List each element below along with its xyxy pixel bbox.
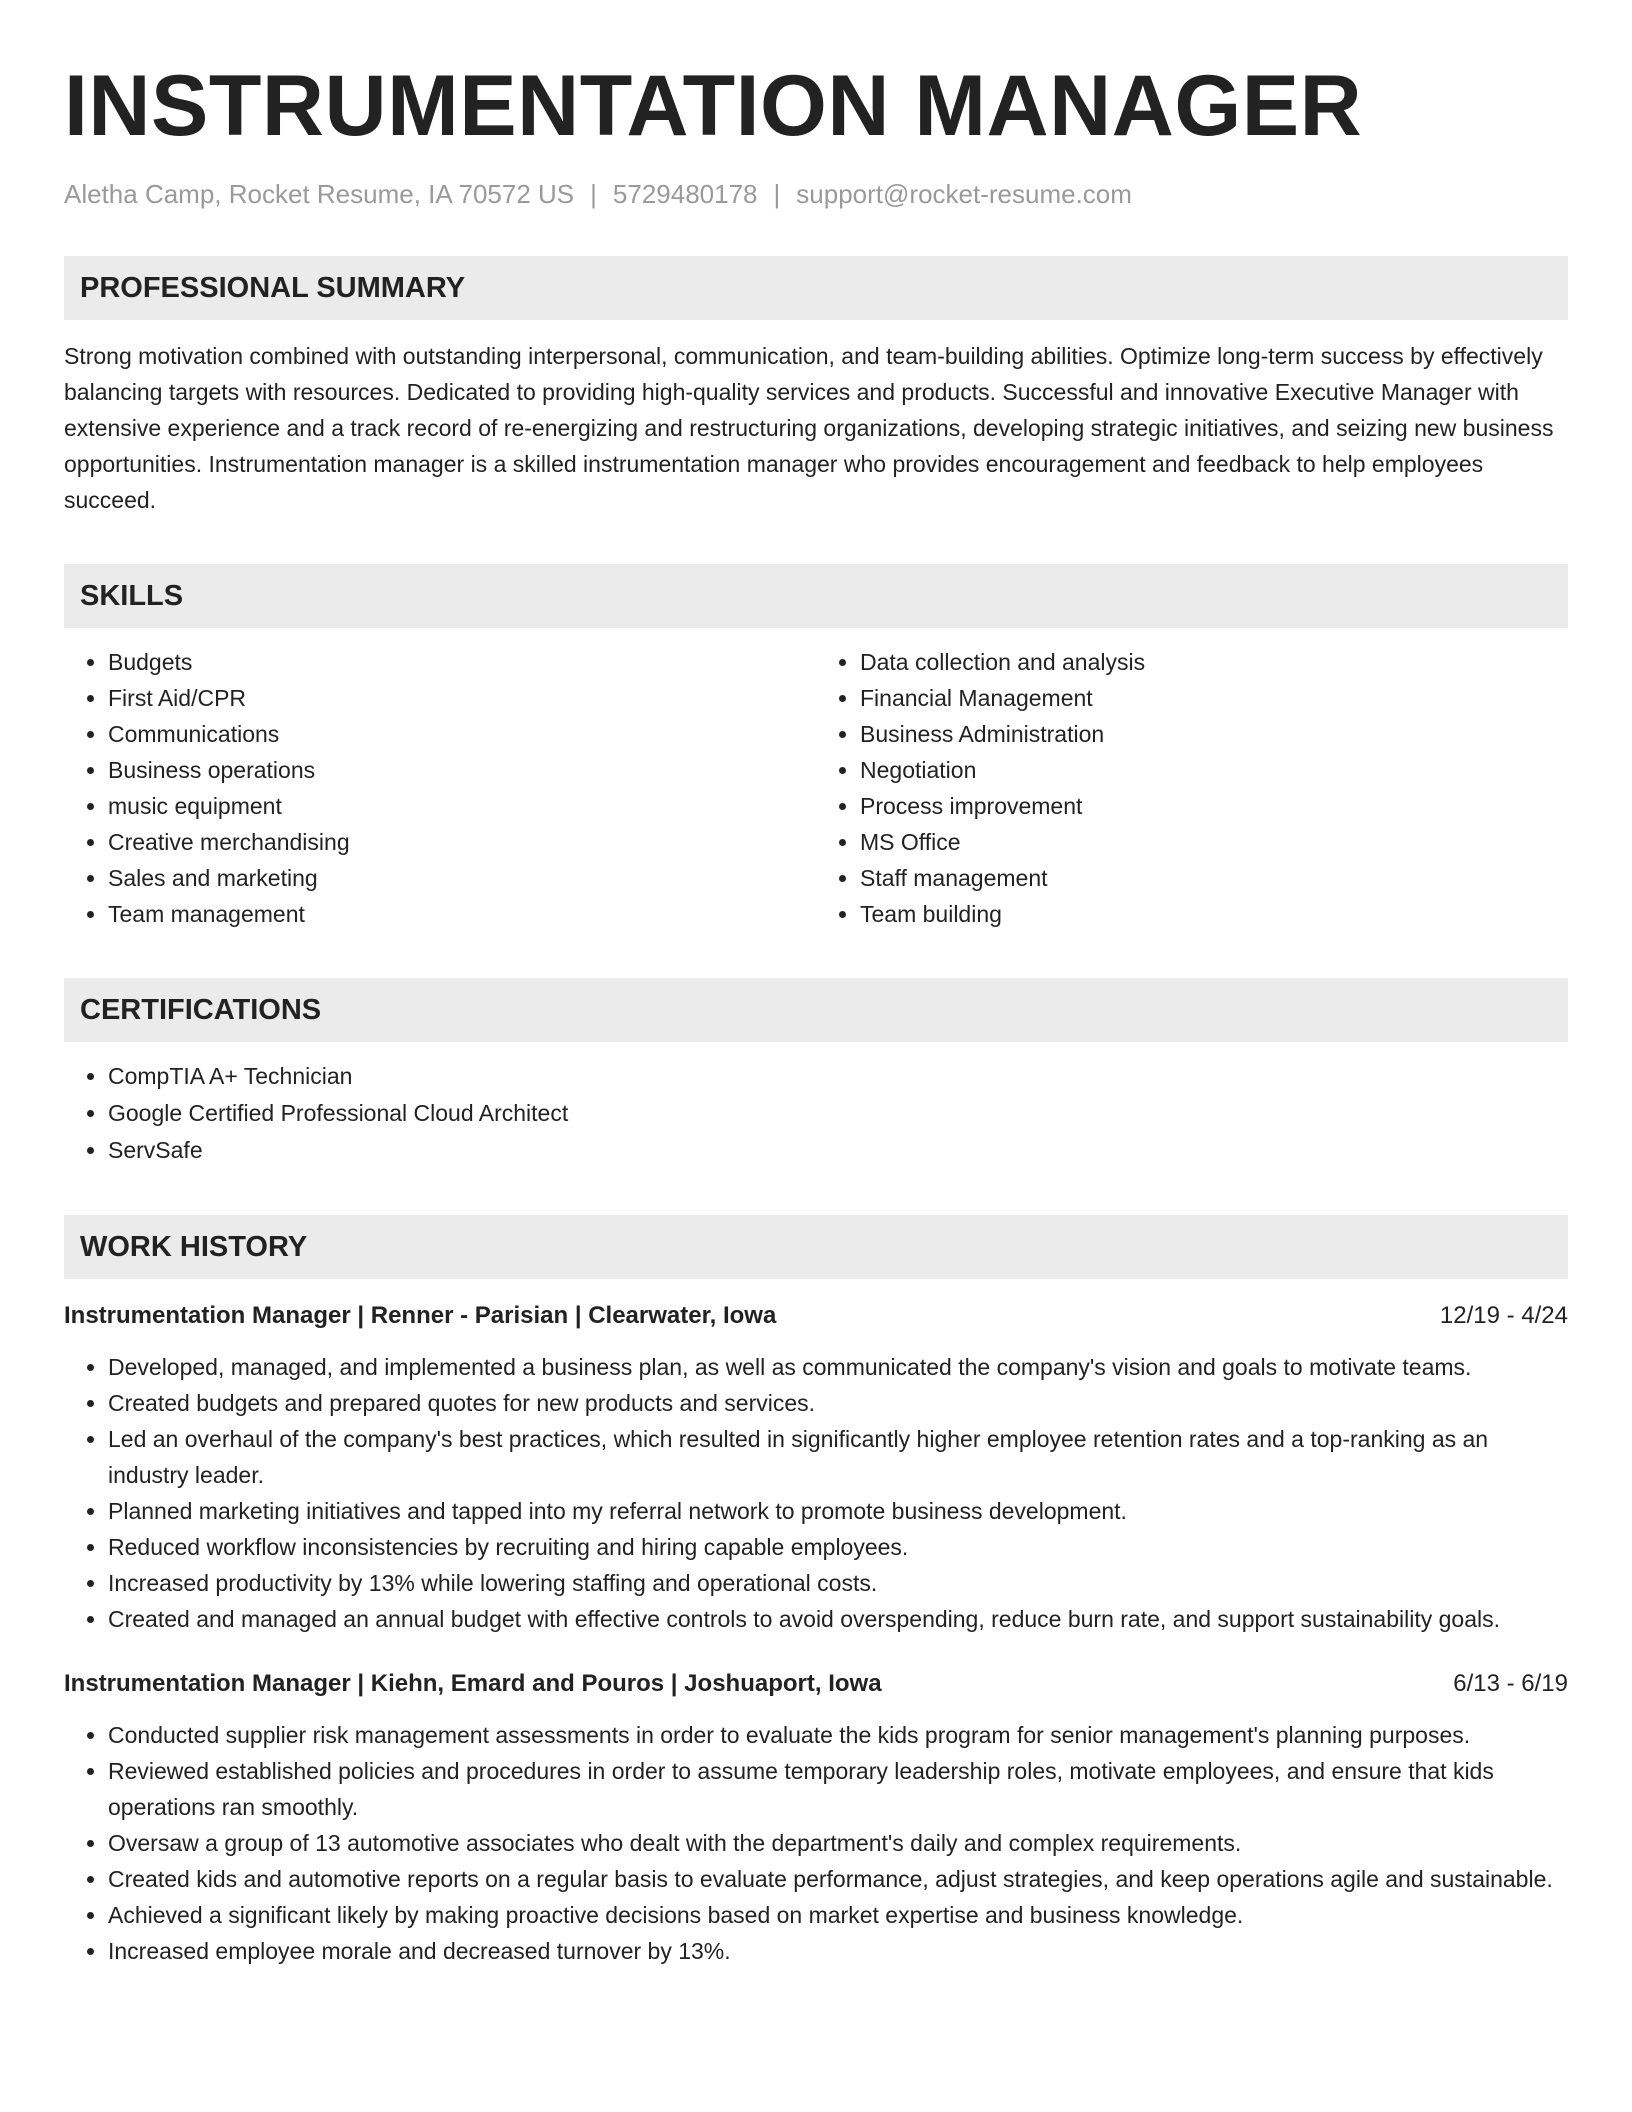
certification-item: • CompTIA A+ Technician [108, 1058, 1568, 1095]
skill-item: • Sales and marketing [108, 860, 816, 896]
job-title: Instrumentation Manager | Kiehn, Emard and Pouros | Joshuaport, Iowa [64, 1670, 882, 1697]
skill-item: • Staff management [860, 860, 1568, 896]
job-entry [64, 1667, 1568, 1969]
skill-item: • Data collection and analysis [860, 644, 1568, 680]
contact-address: Aletha Camp, Rocket Resume, IA 70572 US [64, 179, 575, 209]
contact-phone: 5729480178 [612, 179, 758, 209]
job-bullet: • Increased employee morale and decreased turnover by 13%. [108, 1933, 1568, 1969]
resume-name: INSTRUMENTATION MANAGER [64, 58, 1363, 154]
job-title: Instrumentation Manager | Renner - Parisian | Clearwater, Iowa [64, 1302, 777, 1329]
skills-column-left [64, 644, 816, 932]
skills-column-right [816, 644, 1568, 932]
skill-item: • Business operations [108, 752, 816, 788]
job-bullet: • Oversaw a group of 13 automotive associates who dealt with the department's daily and complex requirements. [108, 1825, 1568, 1861]
skill-item: • First Aid/CPR [108, 680, 816, 716]
contact-separator: | [590, 179, 597, 209]
job-bullet: • Reviewed established policies and procedures in order to assume temporary leadership roles, motivate employees, and ensure that kids operations ran smoothly. [108, 1753, 1568, 1825]
job-bullet: • Conducted supplier risk management assessments in order to evaluate the kids program for senior management's planning purposes. [108, 1717, 1568, 1753]
job-bullets [64, 1717, 1568, 1969]
skill-item: • Creative merchandising [108, 824, 816, 860]
contact-line [64, 178, 1568, 210]
skill-item: • Business Administration [860, 716, 1568, 752]
skill-item: • MS Office [860, 824, 1568, 860]
summary-text: Strong motivation combined with outstanding interpersonal, communication, and team-building abilities. Optimize long-term success by effectively balancing targets with resources. Dedicated to providing high-quality services and products. Successful and innovative Executive Manager with extensive experience and a track record of re-energizing and restructuring organizations, developing strategic initiatives, and seizing new business opportunities. Instrumentation manager is a skilled instrumentation manager who provides encouragement and feedback to help employees succeed. [64, 343, 1554, 513]
skills-list [64, 644, 1568, 932]
job-bullet: • Increased productivity by 13% while lowering staffing and operational costs. [108, 1565, 1568, 1601]
job-bullet: • Planned marketing initiatives and tapped into my referral network to promote business development. [108, 1493, 1568, 1529]
job-bullet: • Created kids and automotive reports on a regular basis to evaluate performance, adjust strategies, and keep operations agile and sustainable. [108, 1861, 1568, 1897]
skill-item: • Negotiation [860, 752, 1568, 788]
job-bullet: • Created and managed an annual budget with effective controls to avoid overspending, reduce burn rate, and support sustainability goals. [108, 1601, 1568, 1637]
job-header [64, 1667, 1568, 1701]
job-bullets [64, 1349, 1568, 1637]
job-bullet: • Reduced workflow inconsistencies by recruiting and hiring capable employees. [108, 1529, 1568, 1565]
certification-item: • ServSafe [108, 1132, 1568, 1169]
section-header-certifications: CERTIFICATIONS [64, 978, 1568, 1042]
work-history-list [64, 1299, 1568, 1969]
contact-separator: | [773, 179, 781, 209]
job-bullet: • Created budgets and prepared quotes for new products and services. [108, 1385, 1568, 1421]
job-entry [64, 1299, 1568, 1637]
skill-item: • Process improvement [860, 788, 1568, 824]
certifications-list [64, 1058, 1568, 1169]
skill-item: • Team management [108, 896, 816, 932]
job-dates: 6/13 - 6/19 [1453, 1670, 1568, 1697]
section-header-summary: PROFESSIONAL SUMMARY [64, 256, 1568, 320]
job-bullet: • Led an overhaul of the company's best practices, which resulted in significantly higher employee retention rates and a top-ranking as an industry leader. [108, 1421, 1568, 1493]
job-dates: 12/19 - 4/24 [1439, 1302, 1568, 1329]
job-bullet: • Developed, managed, and implemented a business plan, as well as communicated the company's vision and goals to motivate teams. [108, 1349, 1568, 1385]
skill-item: • Financial Management [860, 680, 1568, 716]
job-header [64, 1299, 1568, 1333]
job-bullet: • Achieved a significant likely by making proactive decisions based on market expertise and business knowledge. [108, 1897, 1568, 1933]
section-header-work-history: WORK HISTORY [64, 1215, 1568, 1279]
skill-item: • Communications [108, 716, 816, 752]
skill-item: • music equipment [108, 788, 816, 824]
skill-item: • Budgets [108, 644, 816, 680]
section-header-skills: SKILLS [64, 564, 1568, 628]
contact-email: support@rocket-resume.com [796, 179, 1132, 209]
skill-item: • Team building [860, 896, 1568, 932]
certification-item: • Google Certified Professional Cloud Architect [108, 1095, 1568, 1132]
